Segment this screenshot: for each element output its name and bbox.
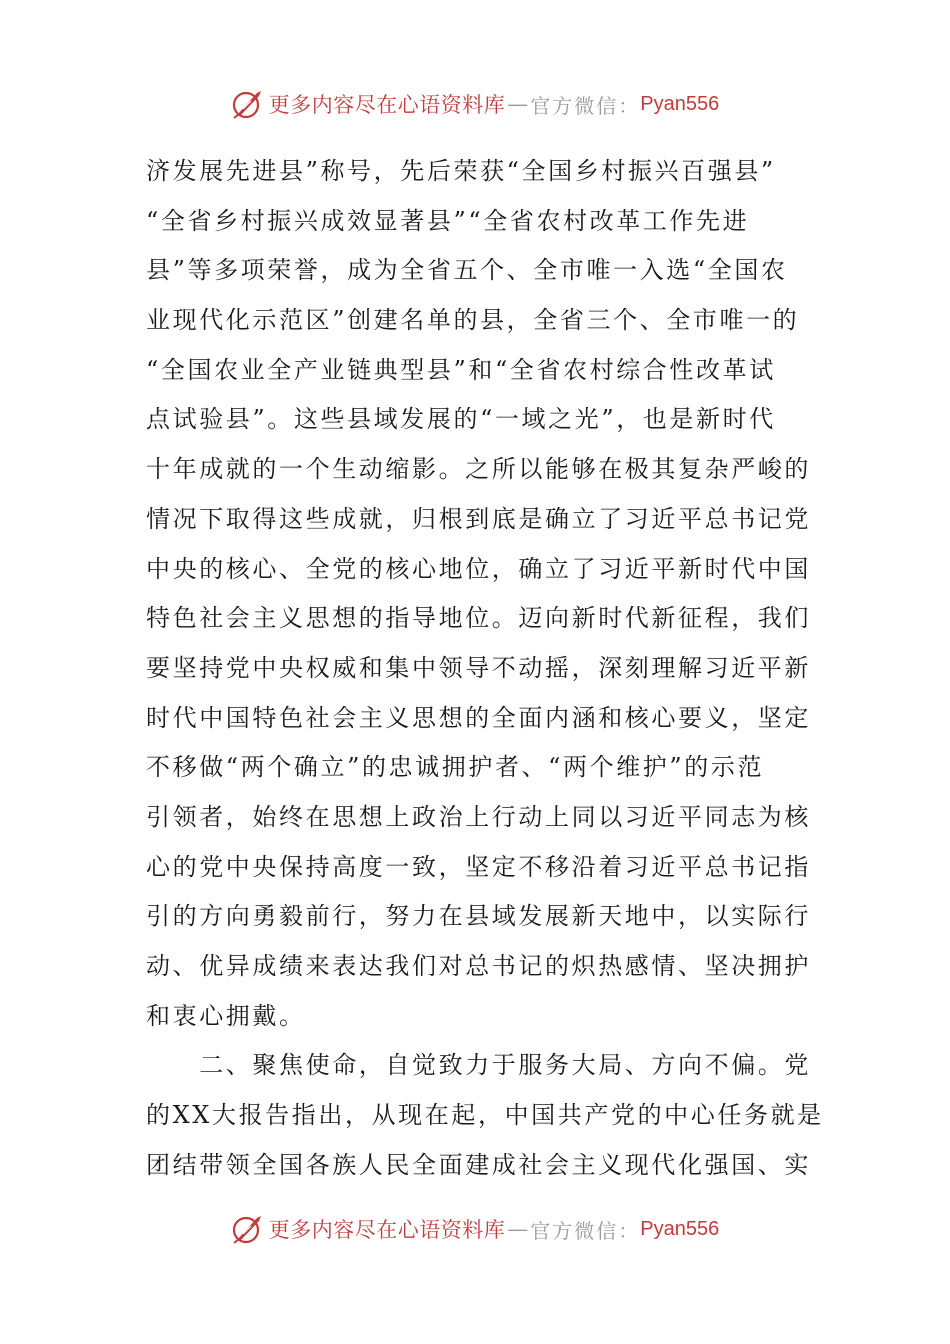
banner-site-text: 更多内容尽在心语资料库 [268,93,506,117]
banner-separator: — [507,1217,529,1241]
quill-pen-logo-icon [231,1212,265,1246]
document-body [146,147,824,1190]
body-line: 团结带领全国各族人民全面建成社会主义现代化强国、实 [146,1150,811,1179]
body-line: 济发展先进县”称号，先后荣获“全国乡村振兴百强县” [146,157,776,185]
body-line: 要坚持党中央权威和集中领导不动摇，深刻理解习近平新 [146,653,811,682]
body-line: 时代中国特色社会主义思想的全面内涵和核心要义，坚定 [146,703,811,732]
body-line: 动、优异成绩来表达我们对总书记的炽热感情、坚决拥护 [146,952,811,980]
section-heading-line: 二、聚焦使命，自觉致力于服务大局、方向不偏。党 [146,1051,811,1080]
body-line: 中央的核心、全党的核心地位，确立了习近平新时代中国 [146,554,811,583]
body-line: 和衷心拥戴。 [146,1001,306,1030]
banner-wechat-label: 官方微信： [530,1218,641,1243]
banner-site-text: 更多内容尽在心语资料库 [268,1218,506,1242]
banner-separator: — [507,92,529,116]
body-line: 心的党中央保持高度一致，坚定不移沿着习近平总书记指 [146,852,811,881]
body-line: 点试验县”。这些县域发展的“一域之光”，也是新时代 [146,405,776,434]
banner-wechat-id: Pyan556 [640,1217,720,1240]
body-line: 县”等多项荣誉，成为全省五个、全市唯一入选“全国农 [146,256,788,285]
body-line: 引的方向勇毅前行，努力在县域发展新天地中，以实际行 [146,902,811,931]
quill-pen-logo-icon [231,87,265,121]
body-line: 十年成就的一个生动缩影。之所以能够在极其复杂严峻的 [146,455,811,484]
body-line: 业现代化示范区”创建名单的县，全省三个、全市唯一的 [146,306,800,335]
body-line: 引领者，始终在思想上政治上行动上同以习近平同志为核 [146,802,811,831]
banner-wechat-label: 官方微信： [530,93,641,118]
body-line: 不移做“两个确立”的忠诚拥护者、“两个维护”的示范 [146,753,765,782]
header-banner [0,82,950,126]
body-line: “全省乡村振兴成效显著县”“全省农村改革工作先进 [146,206,750,235]
banner-wechat-id: Pyan556 [640,92,720,115]
body-line: 情况下取得这些成就，归根到底是确立了习近平总书记党 [146,504,811,533]
body-line: 的XX大报告指出，从现在起，中国共产党的中心任务就是 [146,1101,824,1130]
body-line: “全国农业全产业链典型县”和“全省农村综合性改革试 [146,355,776,384]
footer-banner [0,1207,950,1251]
body-line: 特色社会主义思想的指导地位。迈向新时代新征程，我们 [146,604,811,633]
